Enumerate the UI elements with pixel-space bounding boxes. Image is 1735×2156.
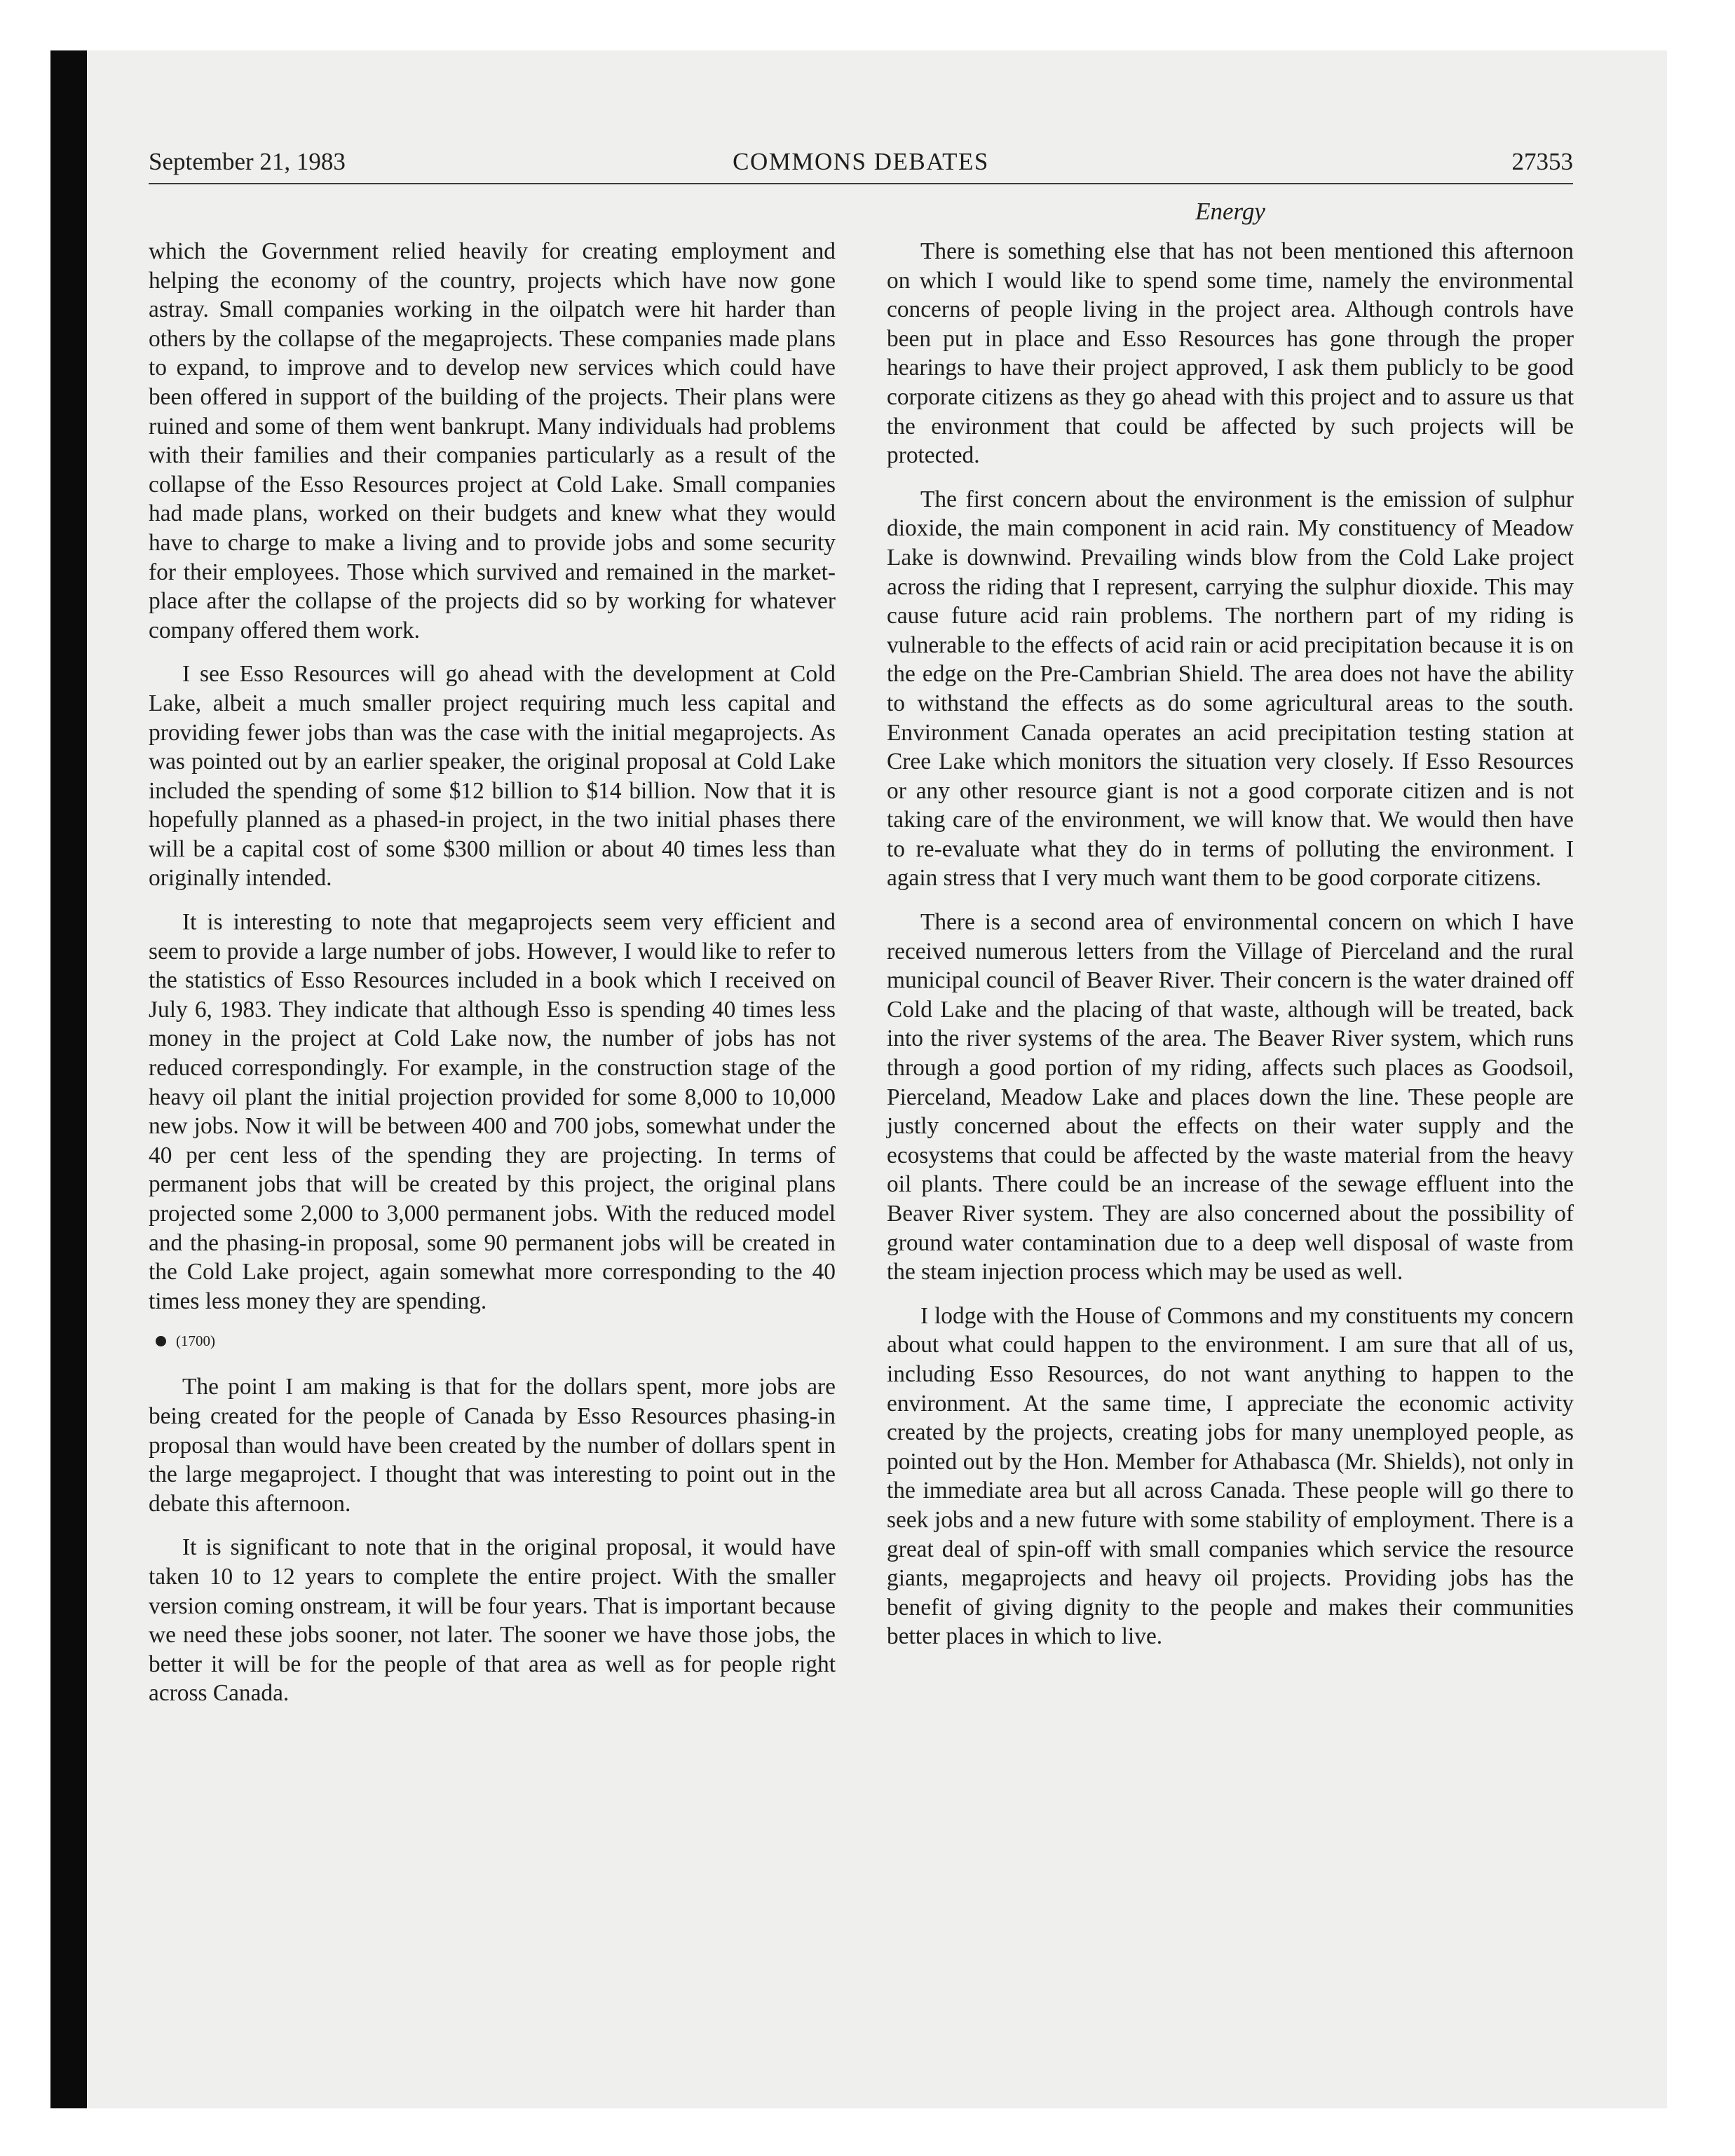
paragraph: It is interesting to note that megaprojects seem very efficient and seem to provide a large number of jobs. However, I would like to refer to the statistics of Esso Resources included in a book which I received on July 6, 1983. They indicate that although Esso is spending 40 times less money in the project at Cold Lake now, the number of jobs has not reduced correspondingly. For example, in the construction stage of the heavy oil plant the initial projection provided for some 8,000 to 10,000 new jobs. Now it will be between 400 and 700 jobs, somewhat under the 40 per cent less of the spending they are projecting. In terms of permanent jobs that will be created by this project, the original plans projected some 2,000 to 3,000 permanent jobs. With the reduced model and the phasing-in proposal, some 90 permanent jobs will be created in the Cold Lake project, again somewhat more corresponding to the 40 times less money they are spending.	[149, 909, 836, 1314]
time-marker-label: (1700)	[176, 1332, 215, 1350]
header-page-number: 27353	[1511, 148, 1573, 175]
paragraph: I see Esso Resources will go ahead with the development at Cold Lake, albeit a much smaller project requiring much less capital and providing fewer jobs than was the case with the initial megaprojects. As was pointed out by an earlier speaker, the original proposal at Cold Lake included the spending of some $12 billion to $14 billion. Now that it is hopefully planned as a phased-in project, in the two initial phases there will be a capital cost of some $300 million or about 40 times less than originally intended.	[149, 661, 836, 892]
bullet-icon	[156, 1336, 166, 1346]
section-title: Energy	[1195, 198, 1265, 225]
paragraph: There is something else that has not been mentioned this afternoon on which I would like to spend some time, namely the environmental concerns of people living in the project area. Although controls have been put in place and Esso Resources has gone through the proper hearings to have their project approved, I ask them publicly to be good corporate citizens as they go ahead with this project and to assure us that the environment that could be affected by such projects will be protected.	[887, 238, 1574, 469]
paragraph: which the Government relied heavily for creating employment and helping the economy of the country, projects which have now gone astray. Small companies working in the oilpatch were hit harder than others by the collapse of the megaprojects. These companies made plans to expand, to improve and to develop new services which could have been offered in support of the building of the projects. Their plans were ruined and some of them went bankrupt. Many individuals had problems with their families and their companies particularly as a result of the collapse of the Esso Resources project at Cold Lake. Small companies had made plans, worked on their budgets and knew what they would have to charge to make a living and to provide jobs and some security for their employees. Those which survived and remained in the marketplace after the collapse of the projects did so by working for whatever company offered them work.	[149, 238, 836, 643]
paragraph: The point I am making is that for the dollars spent, more jobs are being created for the people of Canada by Esso Resources phasing-in proposal than would have been created by the number of dollars spent in the large megaproject. I thought that was interesting to point out in the debate this afternoon.	[149, 1374, 836, 1517]
paragraph: There is a second area of environmental concern on which I have received numerous letters from the Village of Pierceland and the rural municipal council of Beaver River. Their concern is the water drained off Cold Lake and the placing of that waste, although will be treated, back into the river systems of the area. The Beaver River system, which runs through a good portion of my riding, affects such places as Goodsoil, Pierceland, Meadow Lake and places down the line. These people are justly concerned about the effects on their water supply and the ecosystems that could be affected by the waste material from the heavy oil plants. There could be an increase of the sewage effluent into the Beaver River system. They are also concerned about the possibility of ground water contamination due to a deep well disposal of waste from the steam injection process which may be used as well.	[887, 909, 1574, 1285]
paragraph: It is significant to note that in the original proposal, it would have taken 10 to 12 years to complete the entire project. With the smaller version coming onstream, it will be four years. That is important because we need these jobs sooner, not later. The sooner we have those jobs, the better it will be for the people of that area as well as for people right across Canada.	[149, 1534, 836, 1707]
time-marker	[149, 1330, 836, 1351]
right-column	[887, 237, 1574, 1666]
left-column	[149, 237, 836, 1723]
binding-edge	[50, 50, 87, 2108]
page-header	[149, 144, 1573, 184]
paragraph: I lodge with the House of Commons and my constituents my concern about what could happen to the environment. I am sure that all of us, including Esso Resources, do not want anything to happen to the environment. At the same time, I appreciate the economic activity created by the projects, creating jobs for many unemployed people, as pointed out by the Hon. Member for Athabasca (Mr. Shields), not only in the immediate area but all across Canada. These people will go there to seek jobs and a new future with some stability of employment. There is a great deal of spin-off with small companies which service the resource giants, megaprojects and heavy oil projects. Providing jobs has the benefit of giving dignity to the people and makes their communities better places in which to live.	[887, 1302, 1574, 1650]
header-title: COMMONS DEBATES	[733, 148, 989, 175]
header-date: September 21, 1983	[149, 148, 346, 175]
paragraph: The first concern about the environment is the emission of sulphur dioxide, the main component in acid rain. My constituency of Meadow Lake is downwind. Prevailing winds blow from the Cold Lake project across the riding that I represent, carrying the sulphur dioxide. This may cause future acid rain problems. The northern part of my riding is vulnerable to the effects of acid rain or acid precipitation because it is on the edge on the Pre-Cambrian Shield. The area does not have the ability to withstand the effects as do some agricultural areas to the south. Environment Canada operates an acid precipitation testing station at Cree Lake which monitors the situation very closely. If Esso Resources or any other resource giant is not a good corporate citizen and is not taking care of the environment, we will know that. We would then have to re-evaluate what they do in terms of polluting the environment. I again stress that I very much want them to be good corporate citizens.	[887, 486, 1574, 892]
